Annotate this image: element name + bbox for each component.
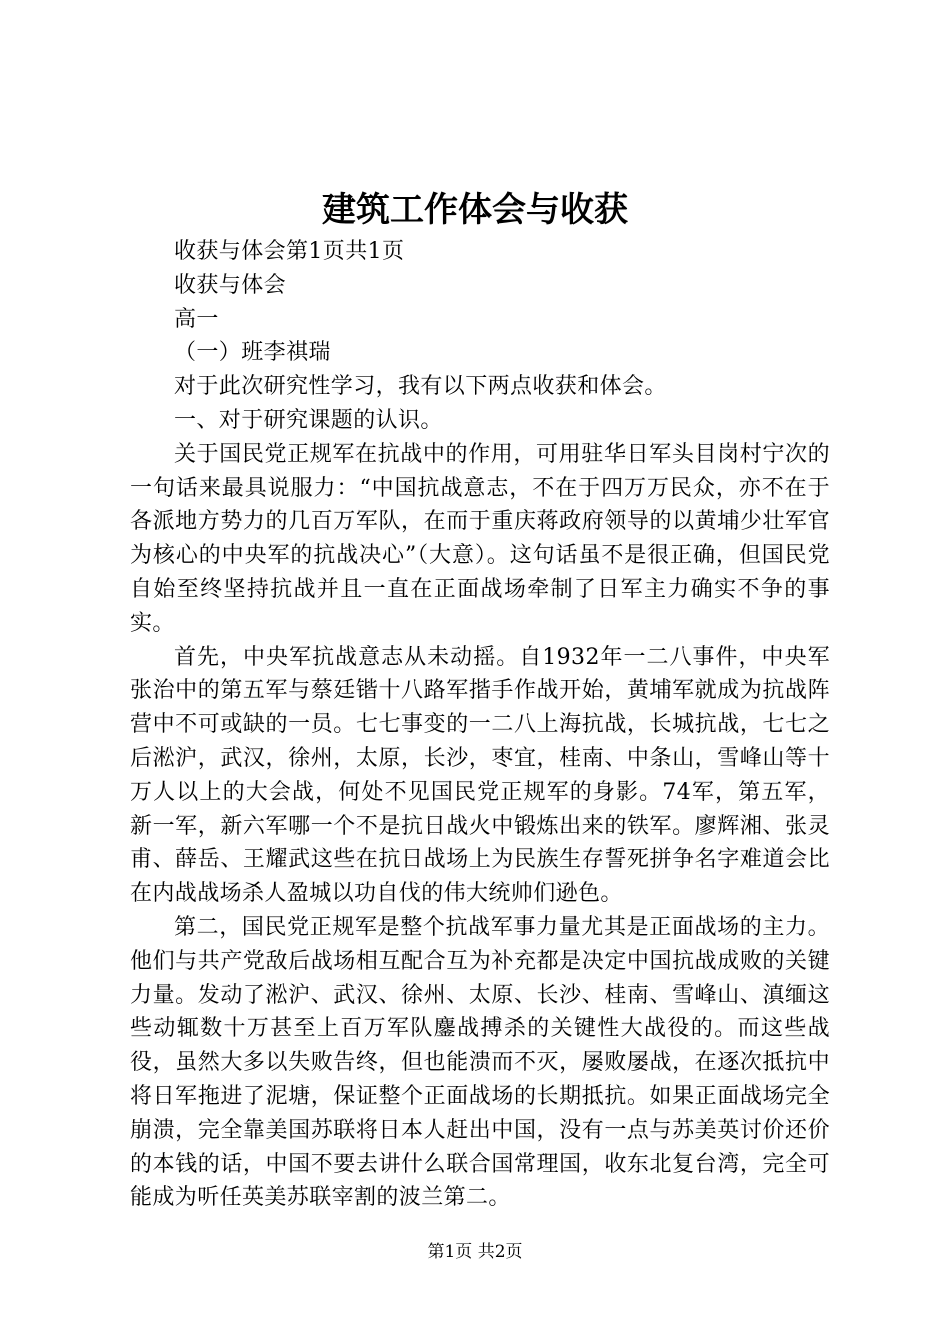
- document-title: 建筑工作体会与收获: [322, 190, 628, 230]
- paragraph-header-line: 收获与体会第1页共1页: [174, 239, 405, 264]
- paragraph-author: （一）班李祺瑞: [174, 340, 331, 366]
- document-body: [130, 235, 830, 1215]
- paragraph-intro: 对于此次研究性学习，我有以下两点收获和体会。: [174, 374, 667, 400]
- paragraph-body: 关于国民党正规军在抗战中的作用，可用驻华日军头目岗村宁次的一句话来最具说服力：“中国抗战意志，不在于四万万民众，亦不在于各派地方势力的几百万军队，在而于重庆蒋政府领导的以黄埔少壮军官为核心的中央军的抗战决心”（大意）。这句话虽不是很正确，但国民党自始至终坚持抗战并且一直在正面战场牵制了日军主力确实不争的事实。: [130, 441, 830, 636]
- paragraph-section-heading: 一、对于研究课题的认识。: [174, 407, 443, 433]
- page-footer: 第1页 共2页: [427, 1242, 523, 1262]
- paragraph-grade: 高一: [174, 306, 219, 332]
- paragraph-subtitle: 收获与体会: [174, 272, 287, 298]
- paragraph-body: 首先，中央军抗战意志从未动摇。自1932年一二八事件，中央军张治中的第五军与蔡廷锴十八路军揩手作战开始，黄埔军就成为抗战阵营中不可或缺的一员。七七事变的一二八上海抗战，长城抗战，七七之后淞沪，武汉，徐州，太原，长沙，枣宜，桂南、中条山，雪峰山等十万人以上的大会战，何处不见国民党正规军的身影。74军，第五军，新一军，新六军哪一个不是抗日战火中锻炼出来的铁军。廖辉湘、张灵甫、薛岳、王耀武这些在抗日战场上为民族生存誓死拼争名字难道会比在内战战场杀人盈城以功自伐的伟大统帅们逊色。: [130, 644, 830, 907]
- paragraph-body: 第二，国民党正规军是整个抗战军事力量尤其是正面战场的主力。他们与共产党敌后战场相互配合互为补充都是决定中国抗战成败的关键力量。发动了淞沪、武汉、徐州、太原、长沙、桂南、雪峰山、滇缅这些动辄数十万甚至上百万军队鏖战搏杀的关键性大战役的。而这些战役，虽然大多以失败告终，但也能溃而不灭，屡败屡战，在逐次抵抗中将日军拖进了泥塘，保证整个正面战场的长期抵抗。如果正面战场完全崩溃，完全靠美国苏联将日本人赶出中国，没有一点与苏美英讨价还价的本钱的话，中国不要去讲什么联合国常理国，收东北复台湾，完全可能成为听任英美苏联宰割的波兰第二。: [130, 914, 830, 1211]
